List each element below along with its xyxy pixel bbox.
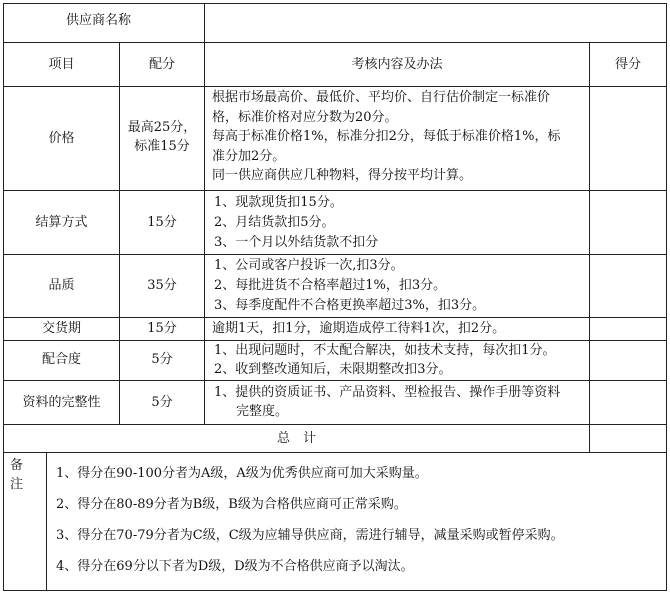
rule [3, 317, 667, 318]
row-settlement-line: 3、一个月以外结货款不扣分 [214, 235, 379, 250]
rule [3, 590, 667, 591]
row-quality-line: 3、每季度配件不合格更换率超过3%，扣3分。 [214, 298, 486, 313]
supplier-name-label: 供应商名称 [66, 13, 132, 28]
rule [3, 190, 667, 191]
row-delivery-line: 逾期1天，扣1分，逾期造成停工待料1次，扣2分。 [212, 321, 506, 336]
row-quality-item: 品质 [48, 278, 75, 293]
remarks-label-char: 注 [10, 477, 24, 492]
row-price-line: 准分加2分。 [212, 148, 286, 164]
row-price-weight [120, 118, 204, 156]
row-documentation-line: 完整度。 [236, 404, 289, 419]
row-cooperation-line: 1、出现问题时，不太配合解决，如技术支持，每次扣1分。 [214, 343, 556, 358]
row-price-line: 同一供应商供应几种物料，得分按平均计算。 [212, 168, 473, 184]
col-header-item: 项目 [48, 57, 75, 72]
row-settlement-weight: 15分 [147, 215, 177, 230]
row-settlement-line: 1、现款现货扣15分。 [214, 195, 343, 210]
row-documentation-weight: 5分 [151, 395, 173, 410]
row-delivery-item: 交货期 [41, 321, 81, 336]
row-settlement-line: 2、月结货款扣5分。 [214, 215, 335, 230]
rule [3, 3, 4, 591]
row-documentation-line: 1、提供的资质证书、产品资料、型检报告、操作手册等资料 [214, 385, 561, 400]
rule [3, 3, 667, 4]
row-quality-content [214, 256, 485, 316]
rule [3, 380, 667, 381]
row-price-content [212, 88, 561, 186]
row-documentation-item: 资料的完整性 [22, 395, 101, 410]
row-price-line: 根据市场最高价、最低价、平均价、自行估价制定一标准价 [212, 90, 551, 105]
row-quality-weight: 35分 [147, 278, 177, 293]
row-quality-line: 1、公司或客户投诉一次,扣3分。 [214, 258, 404, 273]
col-header-content: 考核内容及办法 [351, 57, 443, 72]
row-price-weight-max: 最高25分， [127, 120, 197, 135]
row-quality-line: 2、每批进货不合格率超过1%，扣3分。 [214, 278, 447, 293]
rule [589, 42, 590, 453]
row-cooperation-item: 配合度 [41, 352, 81, 367]
total-label: 总 计 [276, 431, 316, 446]
row-delivery-content [212, 319, 505, 339]
row-settlement-item: 结算方式 [35, 215, 88, 230]
rule [3, 42, 667, 43]
remarks-line: 1、得分在90-100分者为A级，A级为优秀供应商可加大采购量。 [56, 466, 428, 481]
remarks-line: 3、得分在70-79分者为C级，C级为应辅导供应商，需进行辅导，减量采购或暂停采购。 [56, 528, 564, 543]
row-settlement-content [214, 193, 378, 253]
remarks-line: 4、得分在69分以下者为D级，D级为不合格供应商予以淘汰。 [56, 559, 414, 574]
row-cooperation-weight: 5分 [151, 352, 173, 367]
row-price-line: 每高于标准价格1%，标准分扣2分，每低于标准价格1%，标 [212, 129, 561, 145]
col-header-score: 得分 [614, 57, 641, 72]
rule [666, 3, 667, 591]
rule [3, 254, 667, 255]
remarks-label-char: 备 [10, 458, 24, 473]
row-price-line: 格，标准价格对应分数为20分。 [212, 109, 398, 125]
rule [46, 452, 47, 591]
row-price-item: 价格 [48, 131, 75, 146]
row-price-weight-std: 标准15分 [134, 139, 190, 154]
row-cooperation-content [214, 341, 556, 379]
rule [3, 452, 667, 453]
remarks-line: 2、得分在80-89分者为B级，B级为合格供应商可正常采购。 [56, 497, 407, 512]
remarks-label [10, 456, 23, 494]
row-delivery-weight: 15分 [147, 321, 177, 336]
rule [3, 86, 667, 87]
rule [3, 424, 667, 425]
row-cooperation-line: 2、收到整改通知后，未限期整改扣3分。 [214, 362, 452, 377]
row-documentation-content [214, 383, 560, 421]
col-header-weight: 配分 [148, 57, 175, 72]
remarks-content [56, 458, 564, 582]
